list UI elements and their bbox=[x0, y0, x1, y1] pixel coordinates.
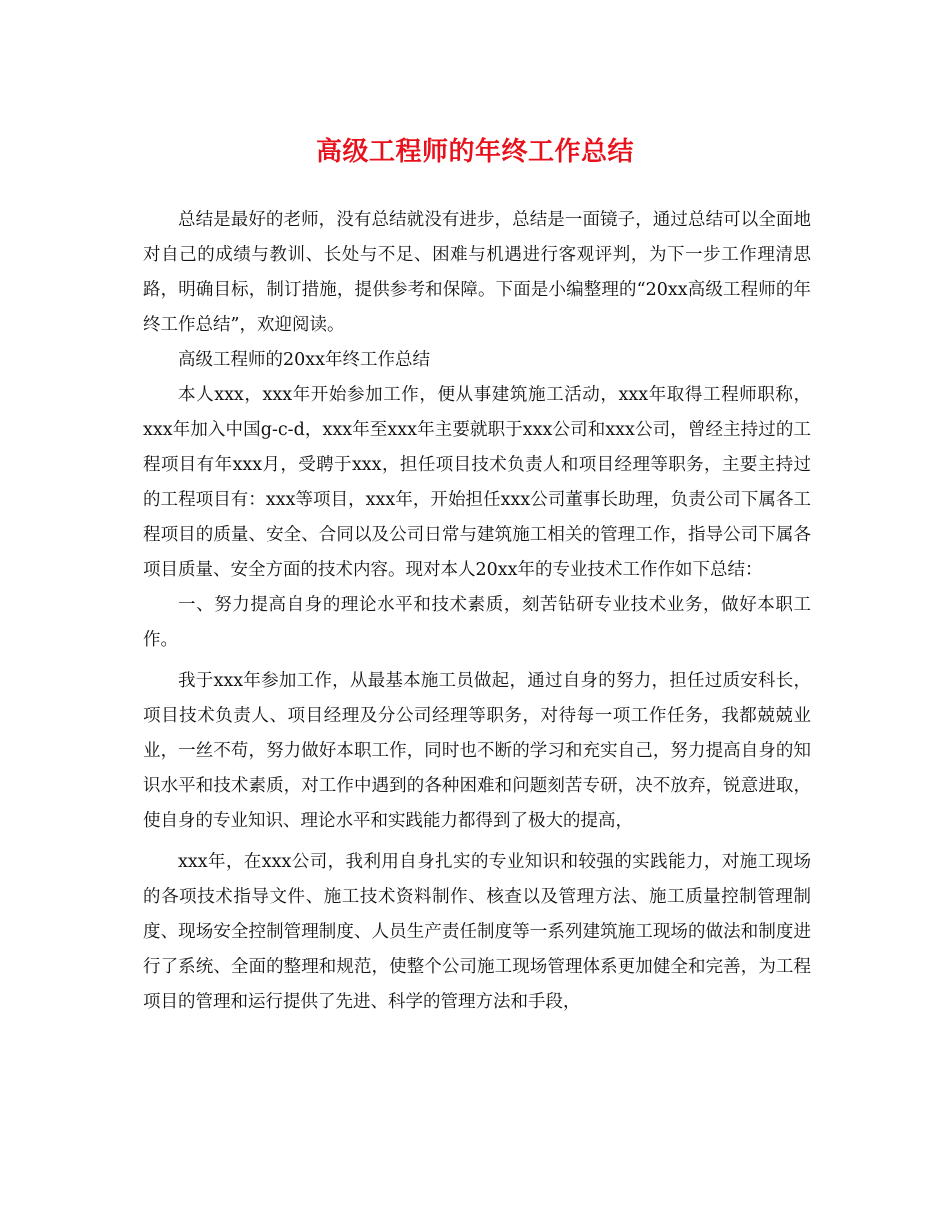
document-title: 高级工程师的年终工作总结 bbox=[315, 137, 634, 167]
paragraph-subtitle: 高级工程师的20xx年终工作总结 bbox=[178, 350, 431, 370]
paragraph-work-experience: 我于xxx年参加工作，从最基本施工员做起，通过自身的努力，担任过质安科长，项目技术负责人、项目经理及分公司经理等职务，对待每一项工作任务，我都兢兢业业，一丝不苟，努力做好本职工作，同时也不断的学习和充实自己，努力提高自身的知识水平和技术素质，对工作中遇到的各种困难和问题刻苦专研，决不放弃，锐意进取，使自身的专业知识、理论水平和实践能力都得到了极大的提高， bbox=[143, 671, 811, 831]
paragraph-profile: 本人xxx，xxx年开始参加工作，便从事建筑施工活动，xxx年取得工程师职称，xxx年加入中国g-c-d，xxx年至xxx年主要就职于xxx公司和xxx公司，曾经主持过的工程项目有年xxx月，受聘于xxx，担任项目技术负责人和项目经理等职务，主要主持过的工程项目有：xxx等项目，xxx年，开始担任xxx公司董事长助理，负责公司下属各工程项目的质量、安全、合同以及公司日常与建筑施工相关的管理工作，指导公司下属各项目质量、安全方面的技术内容。现对本人20xx年的专业技术工作作如下总结： bbox=[143, 385, 811, 580]
document-body bbox=[143, 203, 811, 1020]
paragraph-section-heading: 一、努力提高自身的理论水平和技术素质，刻苦钻研专业技术业务，做好本职工作。 bbox=[143, 595, 811, 650]
paragraph-intro: 总结是最好的老师，没有总结就没有进步，总结是一面镜子，通过总结可以全面地对自己的成绩与教训、长处与不足、困难与机遇进行客观评判，为下一步工作理清思路，明确目标，制订措施，提供参考和保障。下面是小编整理的“20xx高级工程师的年终工作总结”，欢迎阅读。 bbox=[143, 210, 811, 335]
paragraph-achievements: xxx年，在xxx公司，我利用自身扎实的专业知识和较强的实践能力，对施工现场的各项技术指导文件、施工技术资料制作、核查以及管理方法、施工质量控制管理制度、现场安全控制管理制度、人员生产责任制度等一系列建筑施工现场的做法和制度进行了系统、全面的整理和规范，使整个公司施工现场管理体系更加健全和完善，为工程项目的管理和运行提供了先进、科学的管理方法和手段， bbox=[143, 852, 811, 1012]
